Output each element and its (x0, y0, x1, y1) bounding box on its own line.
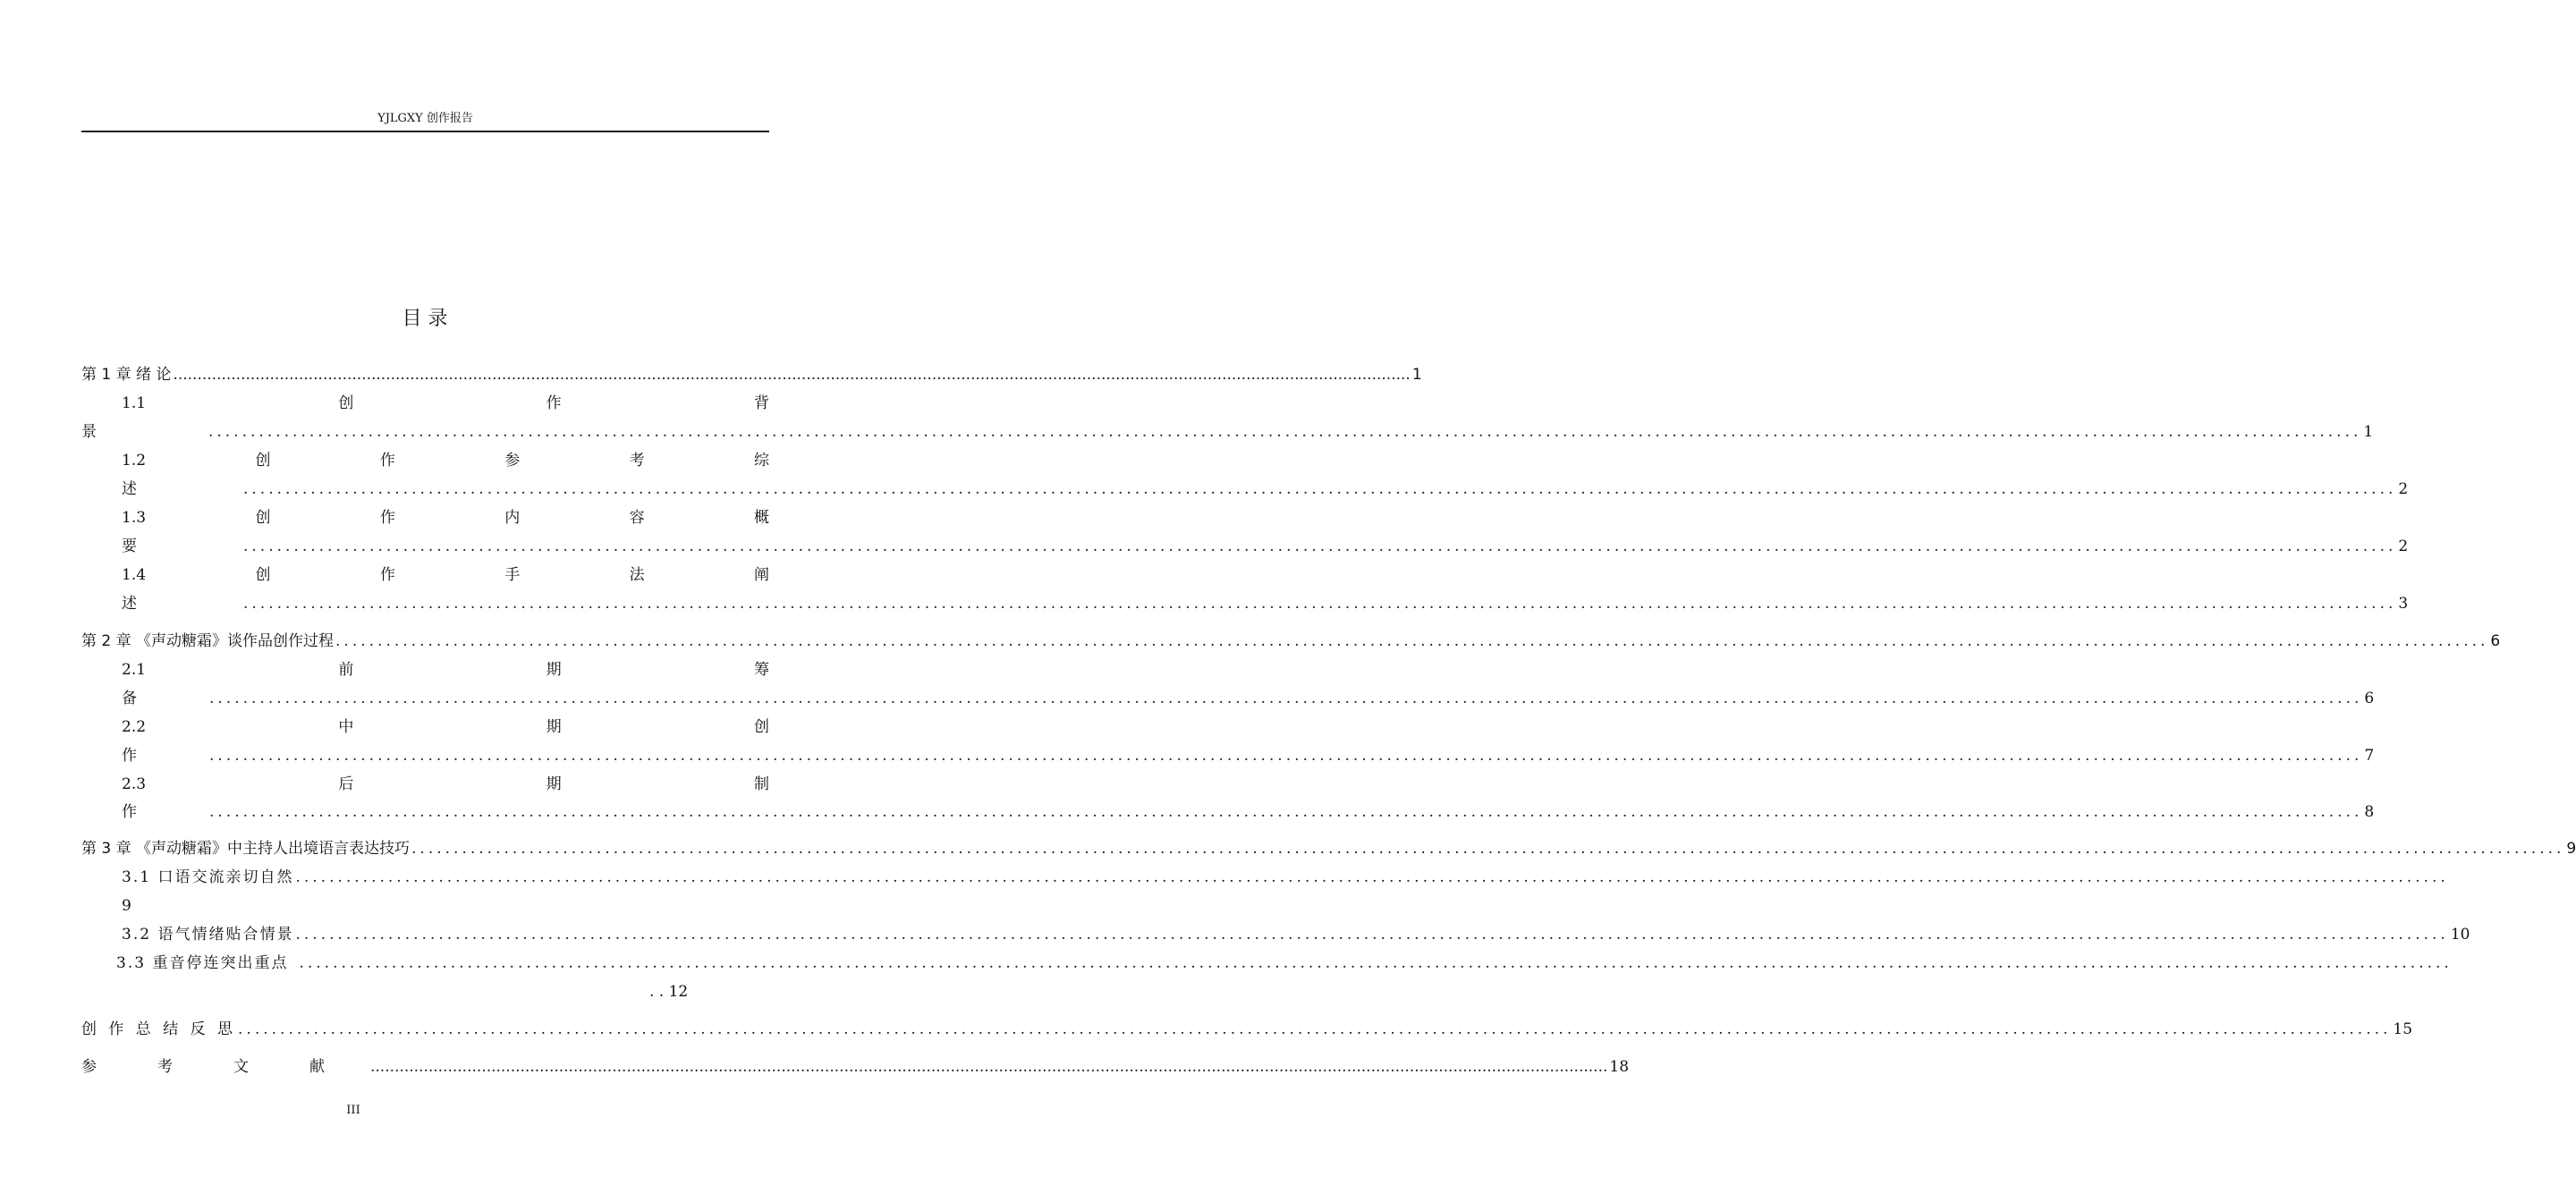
toc-entry-label-tail: 作 (122, 803, 137, 821)
toc-entry-2-1[interactable] (122, 659, 769, 681)
toc-entry-label-part: 2.1 (122, 661, 147, 679)
toc-entry-label-part: 背 (753, 394, 769, 412)
toc-page-number: 10 (2450, 926, 2470, 944)
toc-entry-3-3[interactable] (116, 952, 2453, 974)
toc-entry-1-4[interactable] (122, 564, 769, 586)
toc-entry-label-part: 作 (379, 509, 395, 527)
toc-entry-1-2-continued[interactable] (122, 478, 2409, 500)
toc-page-number: 9 (2566, 840, 2576, 858)
toc-page-number: 1 (2363, 423, 2374, 441)
toc-entry-label-part: 手 (504, 566, 521, 584)
toc-entry-label-part: 参 (504, 452, 521, 470)
toc-entry-label-part: 1.4 (122, 566, 147, 584)
toc-entry-label-part: 中 (338, 718, 354, 736)
toc-entry-label: 3.3 重音停连突出重点 (116, 954, 289, 972)
toc-entry-label-tail: 述 (122, 480, 137, 498)
toc-entry-references[interactable] (370, 1056, 1630, 1078)
toc-leader: ................................................................................................................................................................................................................................................................ (335, 632, 2489, 650)
toc-entry-label-part: 考 (629, 452, 645, 470)
toc-entry-2-2-continued[interactable] (122, 745, 2375, 766)
toc-entry-references-label[interactable] (81, 1056, 325, 1078)
toc-entry-chapter-1[interactable] (81, 364, 1422, 385)
toc-entry-2-3[interactable] (122, 774, 769, 795)
toc-leader: ................................................................................................................................................................................................................................................................ (243, 538, 2397, 555)
toc-entry-label-part: 作 (546, 394, 562, 412)
toc-page-number: 6 (2364, 690, 2375, 707)
toc-leader: ................................................................................................................................................................................................................................................................ (209, 747, 2363, 765)
toc-entry-chapter-2[interactable] (81, 631, 2501, 652)
toc-entry-chapter-3[interactable] (81, 838, 2576, 859)
toc-entry-label-part: 制 (753, 775, 769, 793)
toc-page-number: 1 (1411, 366, 1422, 384)
page-header (81, 111, 769, 132)
toc-entry-label-part: 2.2 (122, 718, 147, 736)
toc-page-number: 2 (2398, 480, 2409, 498)
toc-leader: ................................................................................................................................................................................................................................................................ (243, 595, 2397, 613)
toc-entry-label-part: 献 (309, 1058, 325, 1076)
toc-entry-label-part: 筹 (753, 661, 769, 679)
toc-page-number: 18 (1609, 1058, 1630, 1076)
toc-entry-label-part: 创 (255, 566, 271, 584)
toc-entry-label-tail: 述 (122, 595, 137, 613)
toc-entry-2-1-continued[interactable] (122, 688, 2375, 709)
toc-leader: ................................................................................................................................................................................................................................................................ (370, 1058, 1608, 1076)
toc-entry-1-1-continued[interactable] (81, 421, 2374, 443)
toc-entry-label-part: 作 (379, 566, 395, 584)
toc-entry-label: 第 3 章 《声动糖霜》中主持人出境语言表达技巧 (81, 840, 411, 858)
toc-entry-label-part: 作 (379, 452, 395, 470)
toc-title: 目 录 (402, 308, 448, 330)
toc-entry-label-part: 概 (754, 509, 769, 527)
toc-entry-label-part: 阐 (754, 566, 769, 584)
toc-entry-label: 第 1 章 绪 论 (81, 366, 172, 384)
toc-leader: ................................................................................................................................................................................................................................................................ (173, 366, 1411, 384)
toc-entry-label-tail: 景 (81, 423, 97, 441)
toc-leader: ................................................................................................................................................................................................................................................................ (299, 954, 2453, 972)
toc-entry-label-part: 创 (338, 394, 354, 412)
toc-page-number[interactable]: 9 (122, 897, 131, 915)
toc-leader: ................................................................................................................................................................................................................................................................ (209, 690, 2363, 707)
toc-entry-3-2[interactable] (122, 924, 2470, 945)
toc-leader: ................................................................................................................................................................................................................................................................ (243, 480, 2397, 498)
toc-page-number: 15 (2393, 1020, 2413, 1038)
toc-entry-label-part: 创 (753, 718, 769, 736)
toc-entry-label-part: 创 (255, 509, 271, 527)
toc-entry-label-part: 1.3 (122, 509, 147, 527)
toc-leader: ................................................................................................................................................................................................................................................................ (208, 423, 2362, 441)
toc-entry-1-2[interactable] (122, 450, 769, 471)
toc-page-number: 6 (2490, 632, 2501, 650)
toc-entry-summary[interactable] (81, 1019, 2413, 1040)
toc-entry-2-2[interactable] (122, 716, 769, 738)
toc-page-number: 2 (2398, 538, 2409, 555)
toc-entry-label-part: 1.2 (122, 452, 147, 470)
toc-entry-2-3-continued[interactable] (122, 801, 2375, 823)
toc-entry-label-tail: 作 (122, 747, 137, 765)
toc-entry-1-3[interactable] (122, 507, 769, 529)
toc-entry-label: 创 作 总 结 反 思 (81, 1020, 237, 1038)
toc-entry-label-part: 创 (255, 452, 271, 470)
toc-page-number[interactable]: . . 12 (649, 983, 689, 1001)
toc-entry-label-part: 考 (157, 1058, 173, 1076)
toc-entry-3-1[interactable] (122, 867, 2449, 888)
toc-entry-label-part: 内 (504, 509, 521, 527)
toc-leader: ................................................................................................................................................................................................................................................................ (295, 868, 2449, 886)
toc-entry-label-part: 容 (629, 509, 645, 527)
toc-leader: ................................................................................................................................................................................................................................................................ (295, 926, 2449, 944)
toc-entry-label-tail: 备 (122, 690, 137, 707)
toc-entry-label-part: 法 (629, 566, 645, 584)
toc-leader: ................................................................................................................................................................................................................................................................ (209, 803, 2363, 821)
toc-entry-label-part: 2.3 (122, 775, 147, 793)
toc-leader: ................................................................................................................................................................................................................................................................ (238, 1020, 2392, 1038)
toc-entry-1-1[interactable] (122, 393, 769, 414)
toc-entry-1-4-continued[interactable] (122, 593, 2409, 614)
toc-entry-label-part: 综 (754, 452, 769, 470)
toc-entry-label-part: 期 (546, 718, 562, 736)
page-number: III (346, 1104, 360, 1117)
toc-entry-label-part: 后 (338, 775, 354, 793)
toc-entry-label-tail: 要 (122, 538, 137, 555)
toc-entry-label: 3.2 语气情绪贴合情景 (122, 926, 294, 944)
header-title: YJLGXY 创作报告 (377, 112, 473, 125)
toc-entry-label-part: 期 (546, 775, 562, 793)
toc-entry-label-part: 期 (546, 661, 562, 679)
toc-page-number: 8 (2364, 803, 2375, 821)
toc-page-number: 7 (2364, 747, 2375, 765)
toc-leader: ................................................................................................................................................................................................................................................................ (411, 840, 2565, 858)
toc-entry-label-part: 1.1 (122, 394, 147, 412)
toc-entry-label-part: 参 (81, 1058, 97, 1076)
toc-page-number: 3 (2398, 595, 2409, 613)
toc-entry-1-3-continued[interactable] (122, 536, 2409, 557)
toc-entry-label: 第 2 章 《声动糖霜》谈作品创作过程 (81, 632, 335, 650)
toc-entry-label-part: 文 (233, 1058, 249, 1076)
toc-entry-label: 3.1 口语交流亲切自然 (122, 868, 294, 886)
toc-entry-label-part: 前 (338, 661, 354, 679)
